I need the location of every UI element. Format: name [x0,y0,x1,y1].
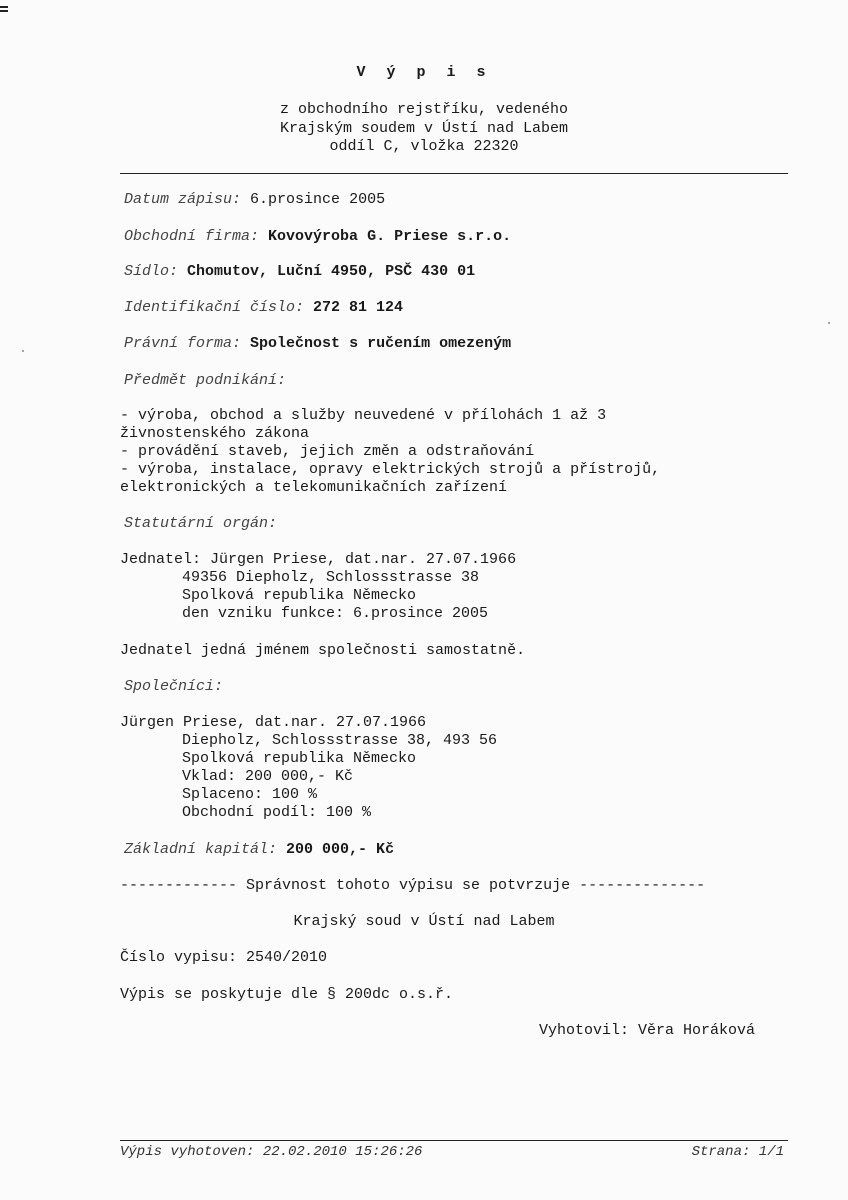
spolecnici-label: Společníci: [124,678,224,695]
header-line-2: Krajským soudem v Ústí nad Labem [279,120,569,137]
predmet-line: živnostenského zákona [120,425,310,442]
predmet-line: - výroba, instalace, opravy elektrických strojů a přístrojů, [120,461,661,478]
ico-row [124,299,403,317]
spolecnik-country: Spolková republika Německo [182,750,417,767]
spolecnik-address: Diepholz, Schlossstrasse 38, 493 56 [182,732,498,749]
jednatel-since: den vzniku funkce: 6.prosince 2005 [182,605,489,622]
spolecnik-splaceno: Splaceno: 100 % [182,786,318,803]
jednatel-country: Spolková republika Německo [182,587,417,604]
header-rule [120,173,788,174]
spolecnik-name: Jürgen Priese, dat.nar. 27.07.1966 [120,714,427,731]
ico-label: Identifikační číslo: [124,299,305,316]
forma-value: Společnost s ručením omezeným [250,335,512,352]
forma-label: Právní forma: [124,335,242,352]
datum-value: 6.prosince 2005 [250,191,386,208]
sidlo-row [124,263,475,281]
header-line-1: z obchodního rejstříku, vedeného [279,101,569,118]
firma-value: Kovovýroba G. Priese s.r.o. [268,228,512,245]
kapital-row [124,841,394,859]
spolecnik-podil: Obchodní podíl: 100 % [182,804,372,821]
jednatel-address: 49356 Diepholz, Schlossstrasse 38 [182,569,480,586]
sidlo-value: Chomutov, Luční 4950, PSČ 430 01 [187,263,476,280]
predmet-label: Předmět podnikání: [124,372,287,389]
certification-line: ------------- Správnost tohoto výpisu se potvrzuje -------------- [120,877,706,894]
footer-strana: Strana: 1/1 [691,1144,784,1160]
footer-rule [120,1140,788,1141]
jednani-text: Jednatel jedná jménem společnosti samostatně. [120,642,526,659]
scan-speck [828,322,830,324]
scan-mark [0,10,8,12]
court-name: Krajský soud v Ústí nad Labem [293,913,555,930]
kapital-label: Základní kapitál: [124,841,278,858]
poskytuje-text: Výpis se poskytuje dle § 200dc o.s.ř. [120,986,454,1003]
kapital-value: 200 000,- Kč [286,841,395,858]
document-title: V ý p i s [356,64,492,81]
footer-vyhotoven: Výpis vyhotoven: 22.02.2010 15:26:26 [120,1144,423,1160]
jednatel-line: Jednatel: Jürgen Priese, dat.nar. 27.07.1966 [120,551,517,568]
forma-row [124,335,511,353]
spolecnik-vklad: Vklad: 200 000,- Kč [182,768,354,785]
sidlo-label: Sídlo: [124,263,179,280]
statutarni-label: Statutární orgán: [124,515,278,532]
predmet-line: - výroba, obchod a služby neuvedené v přílohách 1 až 3 [120,407,607,424]
ico-value: 272 81 124 [313,299,404,316]
vyhotovil-text: Vyhotovil: Věra Horáková [538,1022,755,1039]
predmet-line: elektronických a telekomunikačních zařízení [120,479,508,496]
firma-label: Obchodní firma: [124,228,260,245]
datum-label: Datum zápisu: [124,191,242,208]
datum-row [124,191,385,209]
firma-row [124,228,511,246]
scan-mark [0,6,8,8]
cislo-vypisu: Číslo vypisu: 2540/2010 [120,949,328,966]
scan-speck [22,350,24,352]
header-line-3: oddíl C, vložka 22320 [329,138,519,155]
predmet-line: - provádění staveb, jejich změn a odstraňování [120,443,535,460]
